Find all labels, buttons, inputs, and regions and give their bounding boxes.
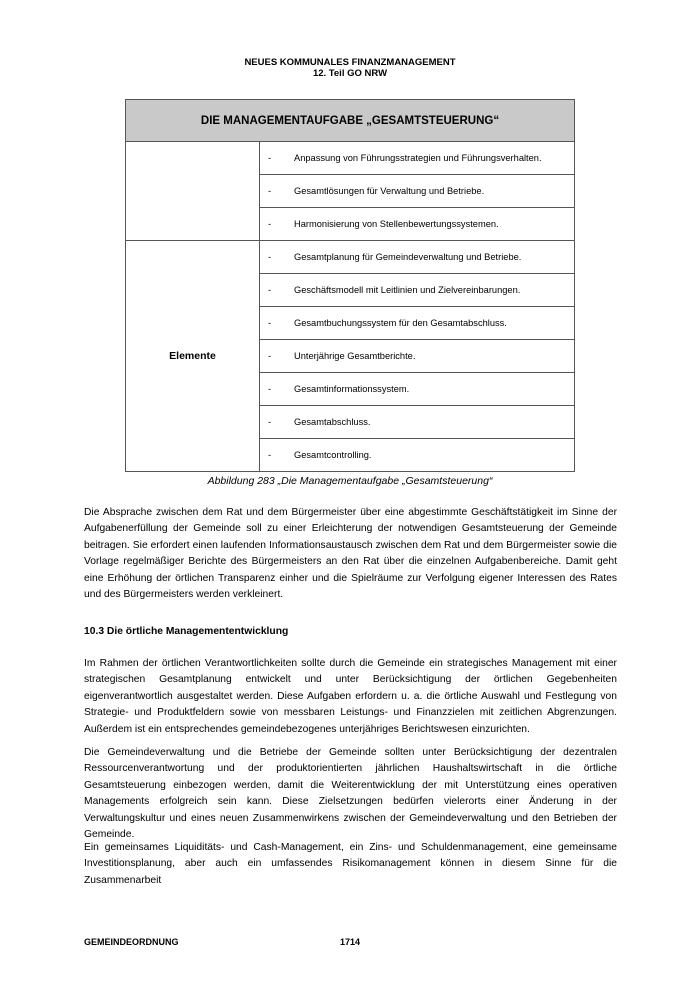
header-subtitle: 12. Teil GO NRW	[312, 68, 388, 79]
figure-item: - Gesamtlösungen für Verwaltung und Betriebe.	[260, 175, 575, 208]
figure-item: - Geschäftsmodell mit Leitlinien und Zielvereinbarungen.	[260, 274, 575, 307]
figure-item: - Anpassung von Führungsstrategien und Führungsverhalten.	[260, 142, 575, 175]
figure-left-label: Elemente	[126, 241, 260, 472]
figure-item: - Gesamtabschluss.	[260, 406, 575, 439]
page-number: 1714	[340, 937, 361, 947]
figure-title: DIE MANAGEMENTAUFGABE „GESAMTSTEUERUNG“	[126, 100, 575, 142]
figure-left-cell-empty	[126, 142, 260, 241]
page-header	[0, 57, 700, 79]
paragraph-1: Die Absprache zwischen dem Rat und dem Bürgermeister über eine abgestimmte Geschäftstätigkeit im Sinne der Aufgabenerfüllung der Gemeinde soll zu einer Erleichterung der notwendigen Gesamtsteuerung der Gemeinde beitragen. Sie erfordert einen laufenden Informationsaustausch zwischen dem Rat und dem Bürgermeister sowie die Vorlage regelmäßiger Berichte des Bürgermeisters an den Rat über die einzelnen Aufgabenbereiche. Damit geht eine Erhöhung der örtlichen Transparenz einher und die Spielräume zur Verfolgung eigener Interessen des Rates und des Bürgermeisters werden verkleinert.	[84, 507, 617, 601]
footer-title: GEMEINDEORDNUNG	[84, 937, 179, 947]
figure-item: - Gesamtcontrolling.	[260, 439, 575, 472]
header-title: NEUES KOMMUNALES FINANZMANAGEMENT	[244, 57, 456, 68]
section-heading: 10.3 Die örtliche Managemententwicklung	[84, 626, 289, 637]
figure-caption: Abbildung 283 „Die Managementaufgabe „Gesamtsteuerung“	[207, 475, 493, 487]
paragraph-2: Im Rahmen der örtlichen Verantwortlichkeiten sollte durch die Gemeinde ein strategisches Management mit einer strategischen Gesamtplanung entwickelt und unter Berücksichtigung der örtlichen Gegebenheiten eigenverantwortlich ausgestaltet werden. Diese Aufgaben erfordern u. a. die örtliche Auswahl und Festlegung von Strategie- und Produktfeldern sowie von messbaren Leistungs- und Finanzzielen mit zeitlichen Abgrenzungen. Außerdem ist ein entsprechendes gemeindebezogenes unterjähriges Berichtswesen einzurichten.	[84, 658, 617, 735]
paragraph-3: Die Gemeindeverwaltung und die Betriebe der Gemeinde sollten unter Berücksichtigung der dezentralen Ressourcenverantwortung und der produktorientierten jährlichen Haushaltswirtschaft in die örtliche Gesamtsteuerung einbezogen werden, damit die Weiterentwicklung der mit Unterstützung eines operativen Managements erfolgreich sein kann. Diese Zielsetzungen bedürfen vielerorts einer Änderung in der Verwaltungskultur und eines neuen Zusammenwirkens zwischen der Gemeindeverwaltung und den Betrieben der Gemeinde.	[84, 747, 617, 841]
figure-item: - Unterjährige Gesamtberichte.	[260, 340, 575, 373]
figure-table	[125, 99, 575, 472]
figure-item: - Gesamtplanung für Gemeindeverwaltung und Betriebe.	[260, 241, 575, 274]
figure-item: - Gesamtinformationssystem.	[260, 373, 575, 406]
figure-item: - Gesamtbuchungssystem für den Gesamtabschluss.	[260, 307, 575, 340]
figure-item: - Harmonisierung von Stellenbewertungssystemen.	[260, 208, 575, 241]
paragraph-4: Ein gemeinsames Liquiditäts- und Cash-Management, ein Zins- und Schuldenmanagement, eine gemeinsame Investitionsplanung, aber auch ein umfassendes Risikomanagement können in diesem Sinne für die Zusammenarbeit	[84, 842, 617, 886]
